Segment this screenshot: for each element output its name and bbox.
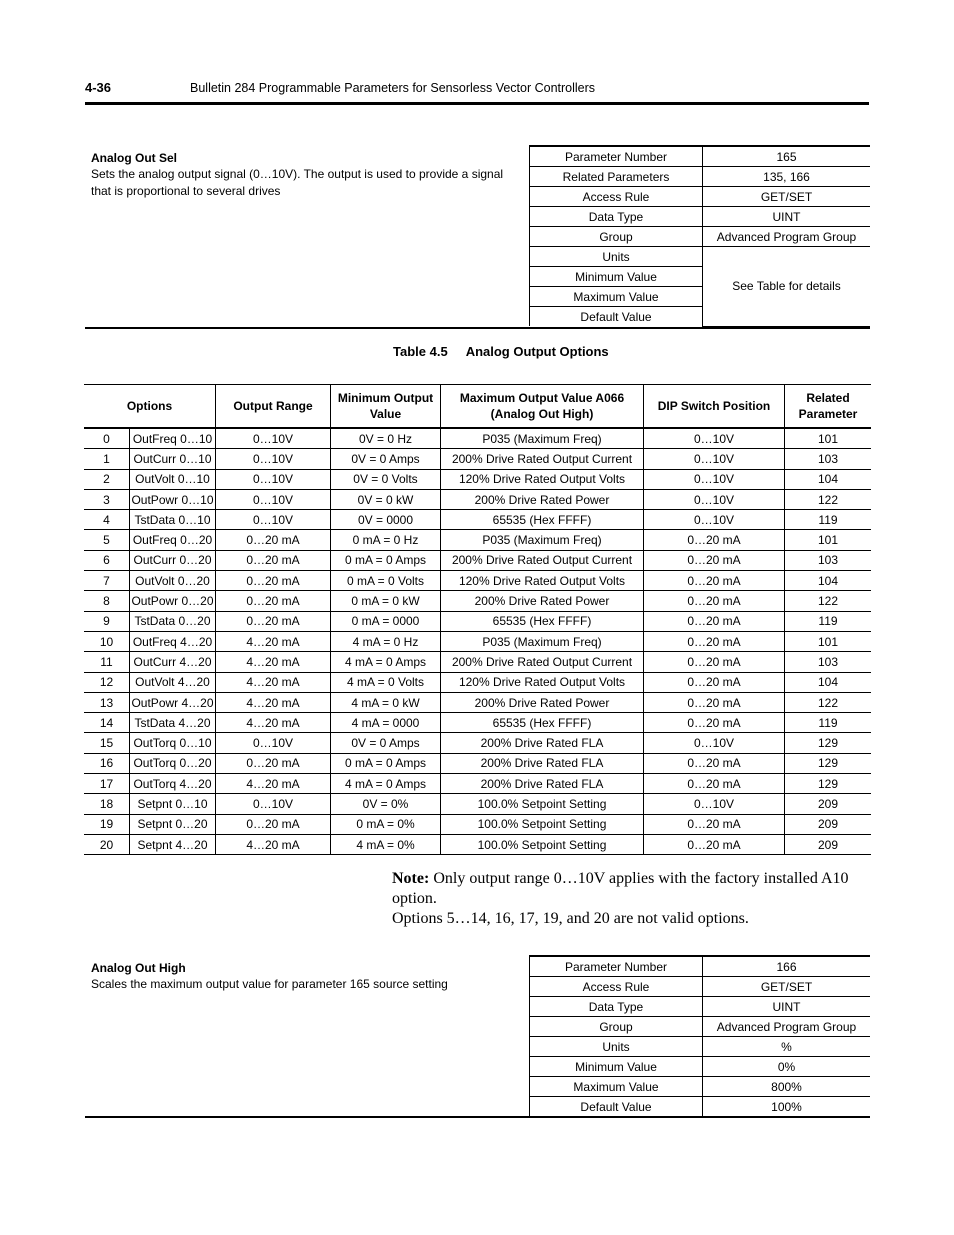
property-label: Access Rule [530,187,703,207]
header-rule [85,102,869,105]
param-166-properties [529,955,870,1116]
table-cell: 104 [785,571,872,591]
table-cell: 4…20 mA [216,692,331,712]
analog-output-options-table [84,384,871,855]
note-label: Note: [392,870,430,887]
table-title: Analog Output Options [465,344,609,359]
table-cell: 0…10V [644,489,785,509]
table-cell: 0…10V [216,510,331,530]
table-cell: 0…10V [644,428,785,449]
property-value: 0% [703,1057,871,1077]
table-cell: 0…20 mA [644,550,785,570]
column-header: Related Parameter [785,385,872,429]
property-row [530,247,871,267]
table-cell: 209 [785,834,872,854]
table-cell: 200% Drive Rated FLA [441,774,644,794]
table-cell: 11 [84,652,130,672]
table-cell: 4…20 mA [216,672,331,692]
table-cell: 103 [785,652,872,672]
property-row [530,146,871,167]
table-cell: 0…10V [644,794,785,814]
property-row [530,207,871,227]
param-165-block [85,145,870,329]
table-cell: 19 [84,814,130,834]
property-label: Data Type [530,207,703,227]
table-cell: 0…20 mA [644,713,785,733]
table-cell: OutPowr 4…20 [130,692,216,712]
param-166-properties-table [529,955,870,1116]
table-cell: 0 mA = 0 Hz [331,530,441,550]
table-cell: 0…20 mA [644,631,785,651]
table-cell: 103 [785,550,872,570]
table-cell: 104 [785,469,872,489]
table-cell: 4…20 mA [216,652,331,672]
table-cell: 10 [84,631,130,651]
table-cell: 65535 (Hex FFFF) [441,510,644,530]
table-cell: 13 [84,692,130,712]
property-row [530,187,871,207]
property-value-merged: See Table for details [703,247,871,327]
table-cell: 9 [84,611,130,631]
property-label: Access Rule [530,977,703,997]
property-label: Group [530,1017,703,1037]
table-cell: 0V = 0000 [331,510,441,530]
table-cell: 4…20 mA [216,834,331,854]
param-165-properties-table [529,145,870,327]
table-cell: 4 mA = 0 Volts [331,672,441,692]
table-cell: 5 [84,530,130,550]
property-label: Default Value [530,1097,703,1117]
table-cell: 0…10V [216,794,331,814]
param-165-description: Sets the analog output signal (0…10V). The output is used to provide a signal that is proportional to several drives [91,167,504,198]
table-row [84,489,871,509]
running-header: Bulletin 284 Programmable Parameters for Sensorless Vector Controllers [190,81,596,95]
property-label: Group [530,227,703,247]
property-row [530,167,871,187]
property-value: 135, 166 [703,167,871,187]
table-cell: OutFreq 0…10 [130,428,216,449]
table-number: Table 4.5 [393,344,448,359]
table-row [84,774,871,794]
property-row [530,1057,871,1077]
page-number: 4-36 [85,80,112,95]
table-cell: 4 mA = 0 Hz [331,631,441,651]
table-cell: 3 [84,489,130,509]
table-cell: 0…10V [644,469,785,489]
table-cell: Setpnt 4…20 [130,834,216,854]
table-row [84,530,871,550]
table-cell: 200% Drive Rated Power [441,692,644,712]
table-cell: 12 [84,672,130,692]
table-row [84,814,871,834]
table-cell: 0 mA = 0 kW [331,591,441,611]
table-cell: 0V = 0 Hz [331,428,441,449]
table-cell: 119 [785,611,872,631]
table-cell: TstData 4…20 [130,713,216,733]
table-cell: 0…20 mA [216,591,331,611]
table-cell: 0…10V [644,510,785,530]
table-row [84,611,871,631]
property-value: GET/SET [703,977,871,997]
table-cell: OutVolt 0…20 [130,571,216,591]
table-cell: 65535 (Hex FFFF) [441,611,644,631]
table-cell: 119 [785,510,872,530]
param-166-info [85,955,529,997]
table-cell: 0V = 0 Volts [331,469,441,489]
table-cell: OutCurr 0…10 [130,449,216,469]
table-cell: 4 mA = 0 Amps [331,652,441,672]
table-cell: 6 [84,550,130,570]
table-header-row [84,385,871,429]
table-cell: OutCurr 0…20 [130,550,216,570]
table-cell: 1 [84,449,130,469]
table-row [84,631,871,651]
table-cell: 0…20 mA [644,530,785,550]
property-row [530,977,871,997]
property-value: % [703,1037,871,1057]
table-row [84,469,871,489]
table-cell: 0…20 mA [216,611,331,631]
table-cell: 2 [84,469,130,489]
table-cell: 120% Drive Rated Output Volts [441,672,644,692]
table-cell: 15 [84,733,130,753]
property-label: Maximum Value [530,1077,703,1097]
table-cell: 0 mA = 0 Amps [331,550,441,570]
table-cell: 0…10V [216,428,331,449]
param-166-block [85,955,870,1118]
param-166-name: Analog Out High [91,961,186,975]
table-cell: 0…20 mA [644,591,785,611]
table-cell: 0…20 mA [644,672,785,692]
table-cell: 14 [84,713,130,733]
property-row [530,1017,871,1037]
table-cell: 4 mA = 0000 [331,713,441,733]
table-row [84,834,871,854]
table-row [84,692,871,712]
property-label: Minimum Value [530,1057,703,1077]
property-value: GET/SET [703,187,871,207]
table-cell: 209 [785,794,872,814]
table-cell: 209 [785,814,872,834]
property-value: UINT [703,207,871,227]
note [392,869,862,929]
table-row [84,550,871,570]
property-value: 800% [703,1077,871,1097]
table-cell: 0…10V [216,733,331,753]
table-cell: 4…20 mA [216,774,331,794]
table-cell: 200% Drive Rated FLA [441,733,644,753]
table-body [84,428,871,855]
property-label: Minimum Value [530,267,703,287]
table-row [84,510,871,530]
table-cell: 0…10V [216,469,331,489]
table-row [84,733,871,753]
table-cell: 0…20 mA [644,834,785,854]
table-row [84,449,871,469]
table-cell: 8 [84,591,130,611]
table-cell: 100.0% Setpoint Setting [441,814,644,834]
table-row [84,571,871,591]
table-cell: 101 [785,631,872,651]
table-row [84,652,871,672]
table-cell: OutCurr 4…20 [130,652,216,672]
table-cell: 0…20 mA [216,571,331,591]
table-cell: 0…20 mA [644,611,785,631]
table-cell: 4 mA = 0 Amps [331,774,441,794]
property-row [530,997,871,1017]
property-label: Parameter Number [530,146,703,167]
param-166-description: Scales the maximum output value for parameter 165 source setting [91,977,448,991]
table-cell: 120% Drive Rated Output Volts [441,571,644,591]
table-row [84,428,871,449]
table-cell: 120% Drive Rated Output Volts [441,469,644,489]
table-cell: OutPowr 0…10 [130,489,216,509]
table-row [84,713,871,733]
table-cell: 20 [84,834,130,854]
table-cell: 0 mA = 0 Amps [331,753,441,773]
table-cell: 65535 (Hex FFFF) [441,713,644,733]
table-cell: 200% Drive Rated Power [441,591,644,611]
table-cell: 100.0% Setpoint Setting [441,794,644,814]
param-165-properties [529,145,870,327]
table-cell: 0V = 0 Amps [331,733,441,753]
table-cell: 0…10V [216,489,331,509]
table-cell: 104 [785,672,872,692]
table-cell: 0 mA = 0% [331,814,441,834]
table-cell: 4 mA = 0 kW [331,692,441,712]
property-row [530,1077,871,1097]
table-cell: 0…20 mA [644,692,785,712]
table-cell: Setpnt 0…10 [130,794,216,814]
table-cell: 4 mA = 0% [331,834,441,854]
note-line-1 [392,869,862,909]
table-cell: 100.0% Setpoint Setting [441,834,644,854]
table-cell: 200% Drive Rated Output Current [441,449,644,469]
property-value: Advanced Program Group [703,227,871,247]
table-cell: 103 [785,449,872,469]
column-header: Maximum Output Value A066 (Analog Out High) [441,385,644,429]
column-header: Options [84,385,216,429]
table-cell: 200% Drive Rated Power [441,489,644,509]
property-row [530,1097,871,1117]
property-label: Units [530,1037,703,1057]
property-value: 100% [703,1097,871,1117]
table-cell: OutVolt 0…10 [130,469,216,489]
table-cell: 4…20 mA [216,713,331,733]
table-cell: 101 [785,530,872,550]
table-cell: 17 [84,774,130,794]
param-165-name: Analog Out Sel [91,151,178,165]
table-cell: 200% Drive Rated Output Current [441,550,644,570]
table-cell: 7 [84,571,130,591]
table-cell: 18 [84,794,130,814]
note-text-1: Only output range 0…10V applies with the factory installed A10 option. [392,870,849,907]
table-row [84,794,871,814]
table-cell: 0 mA = 0 Volts [331,571,441,591]
column-header: Minimum Output Value [331,385,441,429]
table-cell: P035 (Maximum Freq) [441,530,644,550]
table-cell: 129 [785,753,872,773]
table-cell: 16 [84,753,130,773]
property-label: Maximum Value [530,287,703,307]
table-cell: 0…20 mA [644,774,785,794]
column-header: Output Range [216,385,331,429]
property-value: 165 [703,146,871,167]
note-text-2: Options 5…14, 16, 17, 19, and 20 are not valid options. [392,910,749,927]
table-cell: OutPowr 0…20 [130,591,216,611]
table-cell: 0V = 0 Amps [331,449,441,469]
table-cell: 0V = 0% [331,794,441,814]
property-label: Parameter Number [530,956,703,977]
table-cell: 0…20 mA [216,753,331,773]
column-header: DIP Switch Position [644,385,785,429]
table-cell: 0…20 mA [644,571,785,591]
property-row [530,227,871,247]
table-cell: TstData 0…20 [130,611,216,631]
table-cell: OutTorq 0…20 [130,753,216,773]
table-cell: 4 [84,510,130,530]
table-cell: 129 [785,733,872,753]
table-cell: OutVolt 4…20 [130,672,216,692]
table-cell: 122 [785,489,872,509]
property-row [530,1037,871,1057]
table-caption [393,344,609,359]
table-cell: Setpnt 0…20 [130,814,216,834]
property-label: Data Type [530,997,703,1017]
property-label: Related Parameters [530,167,703,187]
table-cell: 122 [785,591,872,611]
table-cell: 101 [785,428,872,449]
table-cell: 119 [785,713,872,733]
property-row [530,956,871,977]
property-label: Units [530,247,703,267]
table-cell: 0 mA = 0000 [331,611,441,631]
table-cell: 0…10V [216,449,331,469]
table-cell: 0…20 mA [216,530,331,550]
table-cell: 129 [785,774,872,794]
table-cell: TstData 0…10 [130,510,216,530]
table-cell: 0…20 mA [644,652,785,672]
table-cell: P035 (Maximum Freq) [441,631,644,651]
param-165-info [85,145,529,204]
table-cell: 4…20 mA [216,631,331,651]
property-label: Default Value [530,307,703,327]
table-cell: 0…10V [644,733,785,753]
table-cell: 0V = 0 kW [331,489,441,509]
table-cell: 0…20 mA [216,814,331,834]
table-cell: OutFreq 0…20 [130,530,216,550]
table-row [84,591,871,611]
table-cell: OutTorq 4…20 [130,774,216,794]
table-row [84,672,871,692]
table-cell: P035 (Maximum Freq) [441,428,644,449]
table-cell: 200% Drive Rated FLA [441,753,644,773]
table-cell: 122 [785,692,872,712]
table-cell: OutFreq 4…20 [130,631,216,651]
table-cell: 0…10V [644,449,785,469]
table-row [84,753,871,773]
table-cell: 0…20 mA [216,550,331,570]
table-cell: 200% Drive Rated Output Current [441,652,644,672]
table-cell: 0…20 mA [644,753,785,773]
table-cell: 0…20 mA [644,814,785,834]
property-value: UINT [703,997,871,1017]
property-value: 166 [703,956,871,977]
property-value: Advanced Program Group [703,1017,871,1037]
table-cell: 0 [84,428,130,449]
table-cell: OutTorq 0…10 [130,733,216,753]
